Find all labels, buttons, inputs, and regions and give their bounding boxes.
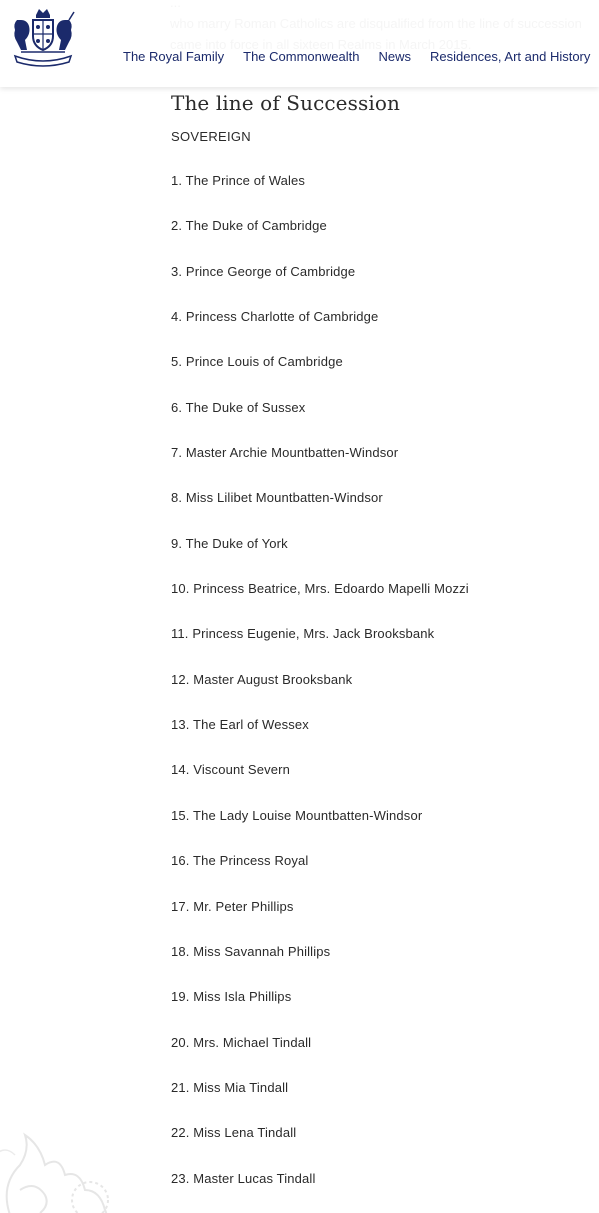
list-item: 12. Master August Brooksbank [171, 671, 353, 687]
main-content [171, 90, 591, 1213]
list-item: 6. The Duke of Sussex [171, 399, 306, 415]
list-item: 13. The Earl of Wessex [171, 717, 309, 733]
list-item: 23. Master Lucas Tindall [171, 1170, 316, 1186]
list-item: 9. The Duke of York [171, 535, 288, 551]
site-header [0, 0, 599, 87]
succession-list [171, 173, 591, 1213]
crest-watermark-icon [0, 1095, 130, 1213]
list-item: 7. Master Archie Mountbatten-Windsor [171, 445, 399, 461]
list-item: 18. Miss Savannah Phillips [171, 943, 331, 959]
list-item: 22. Miss Lena Tindall [171, 1125, 297, 1141]
nav-item-commonwealth[interactable]: The Commonwealth [243, 49, 360, 64]
list-item: 8. Miss Lilibet Mountbatten-Windsor [171, 490, 383, 506]
list-item: 20. Mrs. Michael Tindall [171, 1034, 312, 1050]
list-item: 4. Princess Charlotte of Cambridge [171, 309, 379, 325]
nav-item-news[interactable]: News [378, 49, 411, 64]
list-item: 5. Prince Louis of Cambridge [171, 354, 343, 370]
list-item: 19. Miss Isla Phillips [171, 989, 292, 1005]
page-title: The line of Succession [171, 91, 400, 115]
list-item: 16. The Princess Royal [171, 853, 309, 869]
list-item: 17. Mr. Peter Phillips [171, 898, 294, 914]
nav-item-residences-art-history[interactable]: Residences, Art and History [429, 49, 591, 64]
list-item: 21. Miss Mia Tindall [171, 1079, 289, 1095]
nav-item-royal-family[interactable]: The Royal Family [123, 49, 225, 64]
list-item: 2. The Duke of Cambridge [171, 218, 327, 234]
list-item: 15. The Lady Louise Mountbatten-Windsor [171, 807, 423, 823]
sovereign-label: SOVEREIGN [171, 129, 251, 144]
list-item: 11. Princess Eugenie, Mrs. Jack Brooksbank [171, 626, 435, 642]
royal-crest-icon[interactable] [9, 6, 77, 68]
list-item: 1. The Prince of Wales [171, 173, 306, 188]
main-nav [123, 49, 590, 64]
list-item: 14. Viscount Severn [171, 762, 290, 778]
list-item: 10. Princess Beatrice, Mrs. Edoardo Mapelli Mozzi [171, 581, 469, 597]
list-item: 3. Prince George of Cambridge [171, 263, 356, 279]
